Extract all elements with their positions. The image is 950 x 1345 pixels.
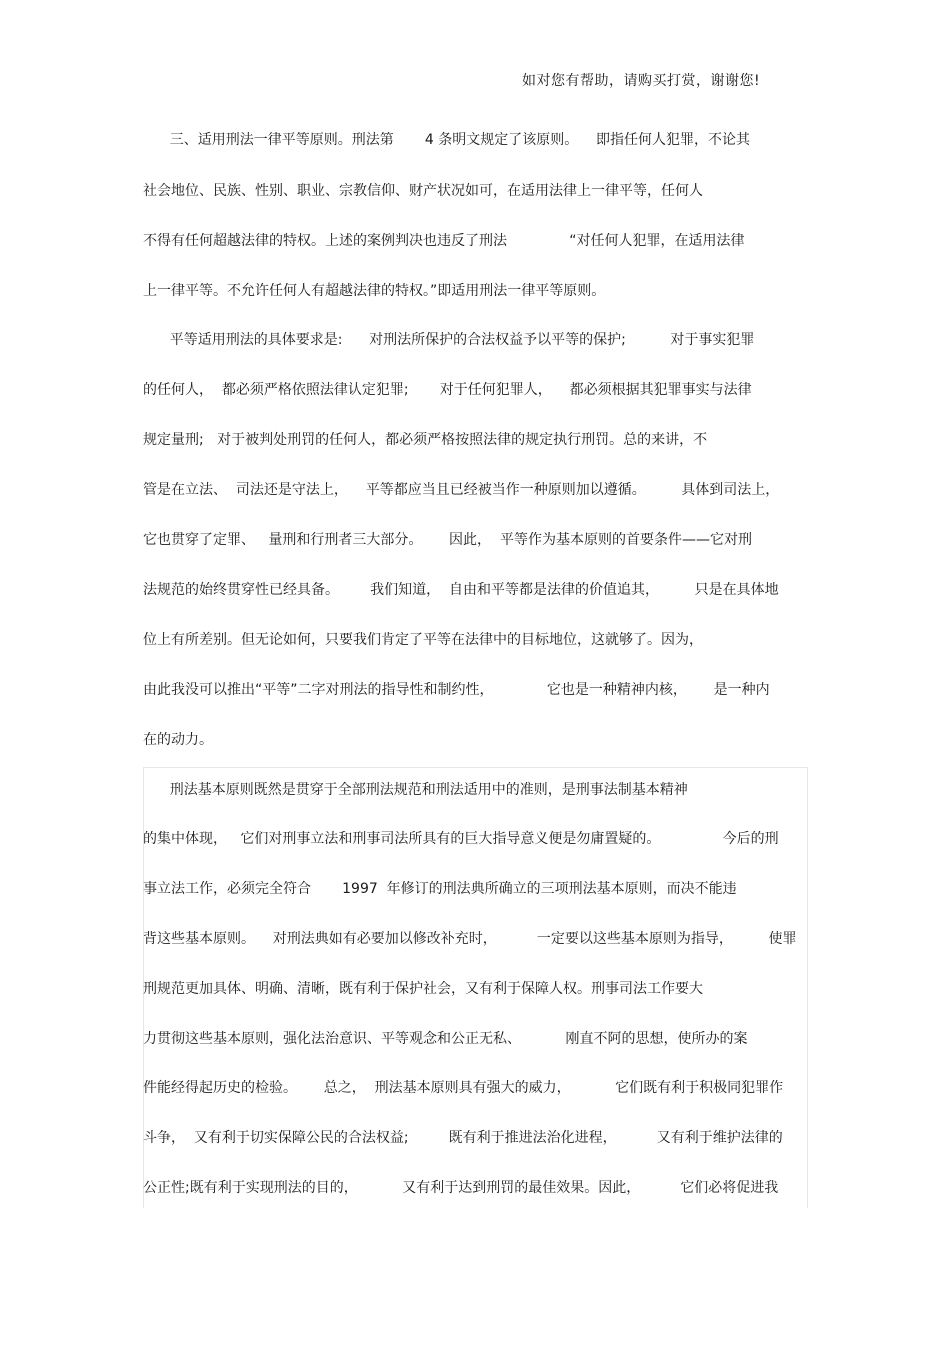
text-line: 三、适用刑法一律平等原则。刑法第 4 条明文规定了该原则。 即指任何人犯罪，不论其	[143, 132, 751, 148]
text-line: 的任何人， 都必须严格依照法律认定犯罪; 对于任何犯罪人， 都必须根据其犯罪事实与法律	[143, 382, 752, 398]
text-line: 在的动力。	[143, 732, 213, 748]
text-line: 平等适用刑法的具体要求是: 对刑法所保护的合法权益予以平等的保护; 对于事实犯罪	[143, 332, 755, 348]
text-line: 不得有任何超越法律的特权。上述的案例判决也违反了刑法 “对任何人犯罪，在适用法律	[143, 233, 745, 249]
text-line: 社会地位、民族、性别、职业、宗教信仰、财产状况如可，在适用法律上一律平等，任何人	[143, 183, 703, 199]
text-line: 由此我没可以推出“平等”二字对刑法的指导性和制约性， 它也是一种精神内核， 是一种内	[143, 682, 770, 698]
text-line: 刑法基本原则既然是贯穿于全部刑法规范和刑法适用中的准则，是刑事法制基本精神	[143, 782, 688, 798]
text-line: 事立法工作，必须完全符合 1997 年修订的刑法典所确立的三项刑法基本原则，而决不能违	[143, 881, 737, 897]
text-line: 的集中体现， 它们对刑事立法和刑事司法所具有的巨大指导意义便是勿庸置疑的。 今后的刑	[143, 831, 779, 847]
text-line: 刑规范更加具体、明确、清晰，既有利于保护社会，又有利于保障人权。刑事司法工作要大	[143, 981, 703, 997]
text-line: 背这些基本原则。 对刑法典如有必要加以修改补充时， 一定要以这些基本原则为指导， 使罪	[143, 931, 797, 947]
header-note: 如对您有帮助，请购买打赏，谢谢您!	[522, 73, 761, 89]
text-line: 公正性;既有利于实现刑法的目的， 又有利于达到刑罚的最佳效果。因此， 它们必将促进我	[143, 1180, 779, 1196]
text-line: 它也贯穿了定罪、 量刑和行刑者三大部分。 因此， 平等作为基本原则的首要条件——它对刑	[143, 532, 752, 548]
text-line: 上一律平等。不允许任何人有超越法律的特权。”即适用刑法一律平等原则。	[143, 283, 606, 299]
text-line: 规定量刑; 对于被判处刑罚的任何人，都必须严格按照法律的规定执行刑罚。总的来讲，不	[143, 432, 708, 448]
text-line: 件能经得起历史的检验。 总之， 刑法基本原则具有强大的威力， 它们既有利于积极同犯罪作	[143, 1080, 784, 1096]
text-line: 力贯彻这些基本原则，强化法治意识、平等观念和公正无私、 刚直不阿的思想，使所办的案	[143, 1031, 748, 1047]
text-line: 管是在立法、 司法还是守法上， 平等都应当且已经被当作一种原则加以遵循。 具体到司法上，	[143, 482, 780, 498]
text-line: 法规范的始终贯穿性已经具备。 我们知道， 自由和平等都是法律的价值追其， 只是在具体地	[143, 582, 779, 598]
text-line: 位上有所差别。但无论如何，只要我们肯定了平等在法律中的目标地位，这就够了。因为，	[143, 632, 703, 648]
text-line: 斗争， 又有利于切实保障公民的合法权益; 既有利于推进法治化进程， 又有利于维护法律的	[143, 1130, 783, 1146]
